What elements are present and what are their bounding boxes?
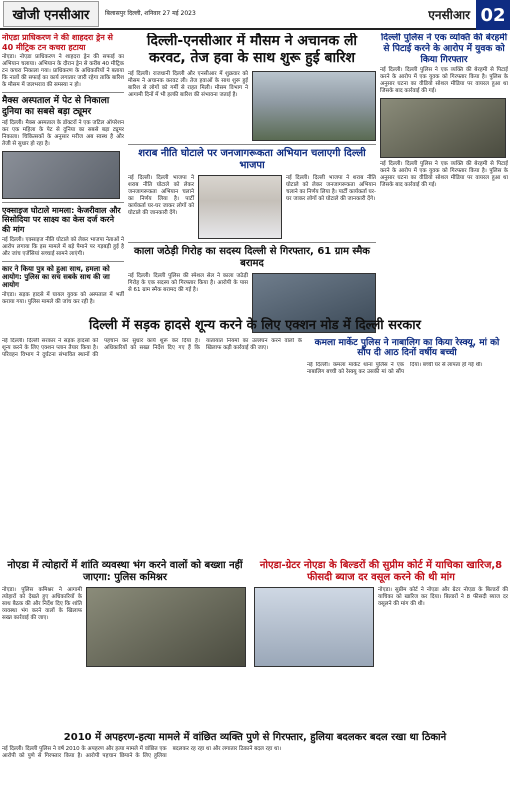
lead-headline: दिल्ली-एनसीआर में मौसम ने अचानक ली करवट, तेज हवा के साथ शुरू हुई बारिश bbox=[146, 33, 358, 66]
page-number: 02 bbox=[476, 0, 510, 30]
divider bbox=[128, 242, 376, 243]
left-story3-body: नई दिल्ली। एक्साइज नीति घोटाले को लेकर भाजपा नेताओं ने आरोप लगाया कि इस मामले में बड़े पैमाने पर गड़बड़ी हुई है और जांच एजेंसियां सच्चाई सामने लाएंगी। bbox=[2, 236, 124, 257]
arrest-story bbox=[2, 732, 508, 798]
rescue-body: नई दिल्ली। कमला मार्केट थाना पुलिस ने एक नाबालिग बच्ची को रेस्क्यू कर उसकी मां को सौंप दिया। बच्ची घर से लापता हो गई थी। bbox=[307, 362, 483, 376]
dateline: बिलासपुर दिल्ली, शनिवार 27 मई 2023 bbox=[105, 10, 196, 17]
gangster-headline: काला जठेड़ी गिरोह का सदस्य दिल्ली से गिरफ्तार, 61 ग्राम स्मैक बरामद bbox=[134, 245, 370, 269]
left-story4-headline: कार ने किया पुत्र को हुआ साथ, हमला को आयोग: पुलिस का सच सबके साथ की जा आयोग bbox=[2, 264, 110, 290]
masthead bbox=[0, 0, 510, 30]
right-story1-body: नई दिल्ली। दिल्ली पुलिस ने एक व्यक्ति की बेरहमी से पिटाई करने के आरोप में एक युवक को गिरफ्तार किया है। पुलिस के अनुसार घटना का वीडियो सोशल मीडिया पर वायरल हुआ था जिसके बाद कार्रवाई की गई। bbox=[380, 67, 508, 95]
supreme-court-photo bbox=[254, 587, 374, 667]
festival-headline: नोएडा में त्योहारों में शांति व्यवस्था भंग करने वालों को बख्शा नहीं जाएगा: पुलिस कमिश्नर bbox=[7, 560, 243, 583]
court-body: नोएडा। सुप्रीम कोर्ट ने नोएडा और ग्रेटर नोएडा के बिल्डरों की याचिका को खारिज कर दिया। बिल्डरों ने 8 फीसदी ब्याज दर वसूलने की मांग की थी। bbox=[378, 587, 508, 607]
lead-body: नई दिल्ली। राजधानी दिल्ली और एनसीआर में शुक्रवार को मौसम ने अचानक करवट ली। तेज हवाओं के साथ शुरू हुई बारिश से लोगों को गर्मी से राहत मिली। मौसम विभाग ने आगामी दिनों में भी हल्की बारिश की संभावना जताई है। bbox=[128, 70, 248, 98]
section-title: एनसीआर bbox=[428, 7, 470, 22]
policy-headline: शराब नीति घोटाले पर जनजागरूकता अभियान चलाएगी दिल्ली भाजपा bbox=[138, 147, 366, 171]
hospital-photo bbox=[2, 151, 120, 199]
left-story1-body: नोएडा। नोएडा प्राधिकरण ने शाहदरा ड्रेन की सफाई का अभियान चलाया। अभियान के दौरान ड्रेन से करीब 40 मीट्रिक टन कचरा निकाला गया। प्राधिकरण के अधिकारियों ने बताया कि नालों की सफाई का कार्य लगातार जारी रहेगा ताकि बारिश के मौसम में जलभराव की समस्या न हो। bbox=[2, 54, 124, 89]
left-story1-headline: नोएडा प्राधिकरण ने की शाहदरा ड्रेन से 40 मीट्रिक टन कचरा हटाया bbox=[2, 33, 113, 52]
gangster-body: नई दिल्ली। दिल्ली पुलिस की स्पेशल सेल ने काला जठेड़ी गिरोह के एक सदस्य को गिरफ्तार किया है। आरोपी के पास से 61 ग्राम स्मैक बरामद की गई है। bbox=[128, 272, 248, 293]
left-story3-headline: एक्साइज घोटाले मामला: केजरीवाल और सिसोदिया पर साक्ष्य का केस दर्ज करने की मांग bbox=[2, 205, 121, 234]
arrest-body: नई दिल्ली। दिल्ली पुलिस ने वर्ष 2010 के अपहरण और हत्या मामले में वांछित एक आरोपी को पुणे से गिरफ्तार किया है। आरोपी पहचान छिपाने के लिए हुलिया बदलकर रह रहा था और लगातार ठिकाने बदल रहा था। bbox=[2, 746, 282, 759]
rescue-headline: कमला मार्केट पुलिस ने नाबालिग का किया रेस्क्यू, मां को सौंप दी आठ दिनों वर्षीय बच्ची bbox=[314, 337, 500, 359]
divider bbox=[2, 92, 124, 93]
police-station-photo bbox=[380, 98, 506, 158]
policy-body-continued: नई दिल्ली। दिल्ली भाजपा ने शराब नीति घोटाले को लेकर जनजागरूकता अभियान चलाने का निर्णय लिया है। पार्टी कार्यकर्ता घर-घर जाकर लोगों को घोटाले की जानकारी देंगे। bbox=[286, 174, 376, 202]
left-story2-headline: मैक्स अस्पताल में पेट से निकाला दुनिया का सबसे बड़ा ट्यूमर bbox=[2, 96, 110, 117]
divider bbox=[128, 144, 376, 145]
left-story4-body: नोएडा। सड़क हादसे में घायल युवक को अस्पताल में भर्ती कराया गया। पुलिस मामले की जांच कर रही है। bbox=[2, 291, 124, 305]
policy-body: नई दिल्ली। दिल्ली भाजपा ने शराब नीति घोटाले को लेकर जनजागरूकता अभियान चलाने का निर्णय लिया है। पार्टी कार्यकर्ता घर-घर जाकर लोगों को घोटाले की जानकारी देंगे। bbox=[128, 174, 194, 216]
right-story1-headline: दिल्ली पुलिस ने एक व्यक्ति की बेरहमी से पिटाई करने के आरोप में युवक को किया गिरफ्तार bbox=[380, 33, 508, 65]
road-headline: दिल्ली में सड़क हादसे शून्य करने के लिए एक्शन मोड में दिल्ली सरकार bbox=[89, 318, 421, 333]
left-story2-body: नई दिल्ली। मैक्स अस्पताल के डॉक्टरों ने एक जटिल ऑपरेशन कर एक महिला के पेट से दुनिया का सबसे बड़ा ट्यूमर निकाला। चिकित्सकों के अनुसार मरीज अब स्वस्थ है और तेजी से सुधार हो रहा है। bbox=[2, 119, 124, 147]
police-meeting-photo bbox=[86, 587, 246, 667]
road-body: नई दिल्ली। दिल्ली सरकार ने सड़क हादसों को शून्य करने के लिए एक्शन प्लान तैयार किया है। परिवहन विभाग ने दुर्घटना संभावित स्थानों की पहचान कर सुधार कार्य शुरू कर दिया है। अधिकारियों को सख्त निर्देश दिए गए हैं कि यातायात नियमों का उल्लंघन करने वालों के खिलाफ कड़ी कार्रवाई की जाए। bbox=[2, 337, 302, 358]
court-headline: नोएडा-ग्रेटर नोएडा के बिल्डरों की सुप्रीम कोर्ट में याचिका खारिज,8 फीसदी ब्याज दर वसूल करने की थी मांग bbox=[259, 560, 503, 583]
divider bbox=[2, 202, 124, 203]
road-safety-story bbox=[2, 318, 508, 556]
divider bbox=[2, 261, 124, 262]
right-story1-body-continued: नई दिल्ली। दिल्ली पुलिस ने एक व्यक्ति की बेरहमी से पिटाई करने के आरोप में एक युवक को गिरफ्तार किया है। पुलिस के अनुसार घटना का वीडियो सोशल मीडिया पर वायरल हुआ था जिसके बाद कार्रवाई की गई। bbox=[380, 161, 508, 189]
rain-weather-photo bbox=[252, 71, 376, 141]
festival-body: नोएडा। पुलिस कमिश्नर ने आगामी त्योहारों को देखते हुए अधिकारियों के साथ बैठक की और निर्देश दिए कि शांति व्यवस्था भंग करने वालों के खिलाफ सख्त कार्रवाई की जाए। bbox=[2, 587, 82, 621]
bottom-stories bbox=[2, 560, 508, 730]
newspaper-logo: खोजी एनसीआर bbox=[3, 1, 99, 27]
arrest-headline: 2010 में अपहरण-हत्या मामले में वांछित व्यक्ति पुणे से गिरफ्तार, हुलिया बदलकर बदल रखा था ठिकाने bbox=[63, 732, 447, 743]
bjp-leader-photo bbox=[198, 175, 282, 239]
